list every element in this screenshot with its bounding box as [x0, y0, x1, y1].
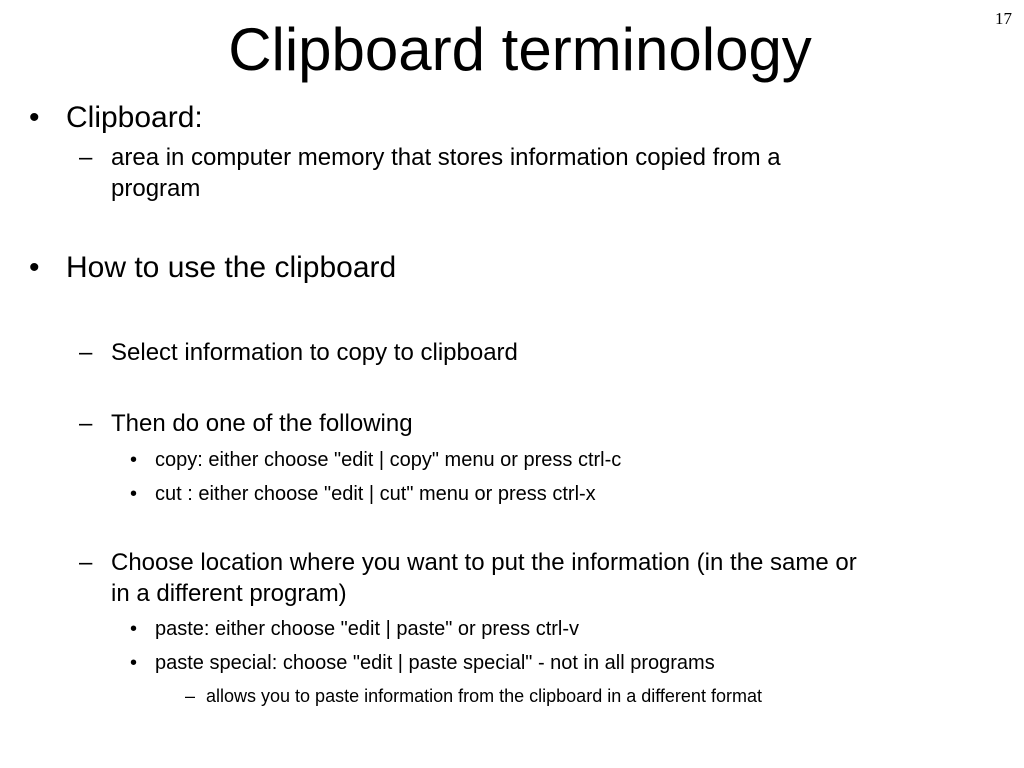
slide-number: 17: [995, 9, 1012, 28]
bullet-marker: •: [130, 618, 138, 640]
bullet-clipboard: Clipboard:: [66, 101, 203, 134]
dash-marker: –: [185, 686, 196, 706]
paste-special-note: allows you to paste information from the clipboard in a different format: [206, 686, 762, 706]
option-paste-special: paste special: choose "edit | paste special" - not in all programs: [155, 652, 715, 674]
option-cut: cut : either choose "edit | cut" menu or press ctrl-x: [155, 483, 596, 505]
dash-marker: –: [79, 410, 93, 437]
step-select: Select information to copy to clipboard: [111, 339, 518, 366]
bullet-marker: •: [130, 483, 138, 505]
dash-marker: –: [79, 144, 93, 171]
option-paste: paste: either choose "edit | paste" or press ctrl-v: [155, 618, 580, 640]
bullet-marker: •: [130, 652, 138, 674]
dash-marker: –: [79, 549, 93, 576]
bullet-marker: •: [29, 101, 40, 134]
bullet-marker: •: [130, 449, 138, 471]
bullet-marker: •: [29, 251, 40, 284]
step-choose-location-line2: in a different program): [111, 580, 347, 607]
clipboard-definition-line2: program: [111, 175, 201, 202]
clipboard-definition-line1: area in computer memory that stores information copied from a: [111, 144, 781, 171]
option-copy: copy: either choose "edit | copy" menu or press ctrl-c: [155, 449, 622, 471]
step-then: Then do one of the following: [111, 410, 413, 437]
dash-marker: –: [79, 339, 93, 366]
bullet-how-to-use: How to use the clipboard: [66, 251, 397, 284]
slide-title: Clipboard terminology: [228, 16, 812, 83]
step-choose-location-line1: Choose location where you want to put the information (in the same or: [111, 549, 857, 576]
